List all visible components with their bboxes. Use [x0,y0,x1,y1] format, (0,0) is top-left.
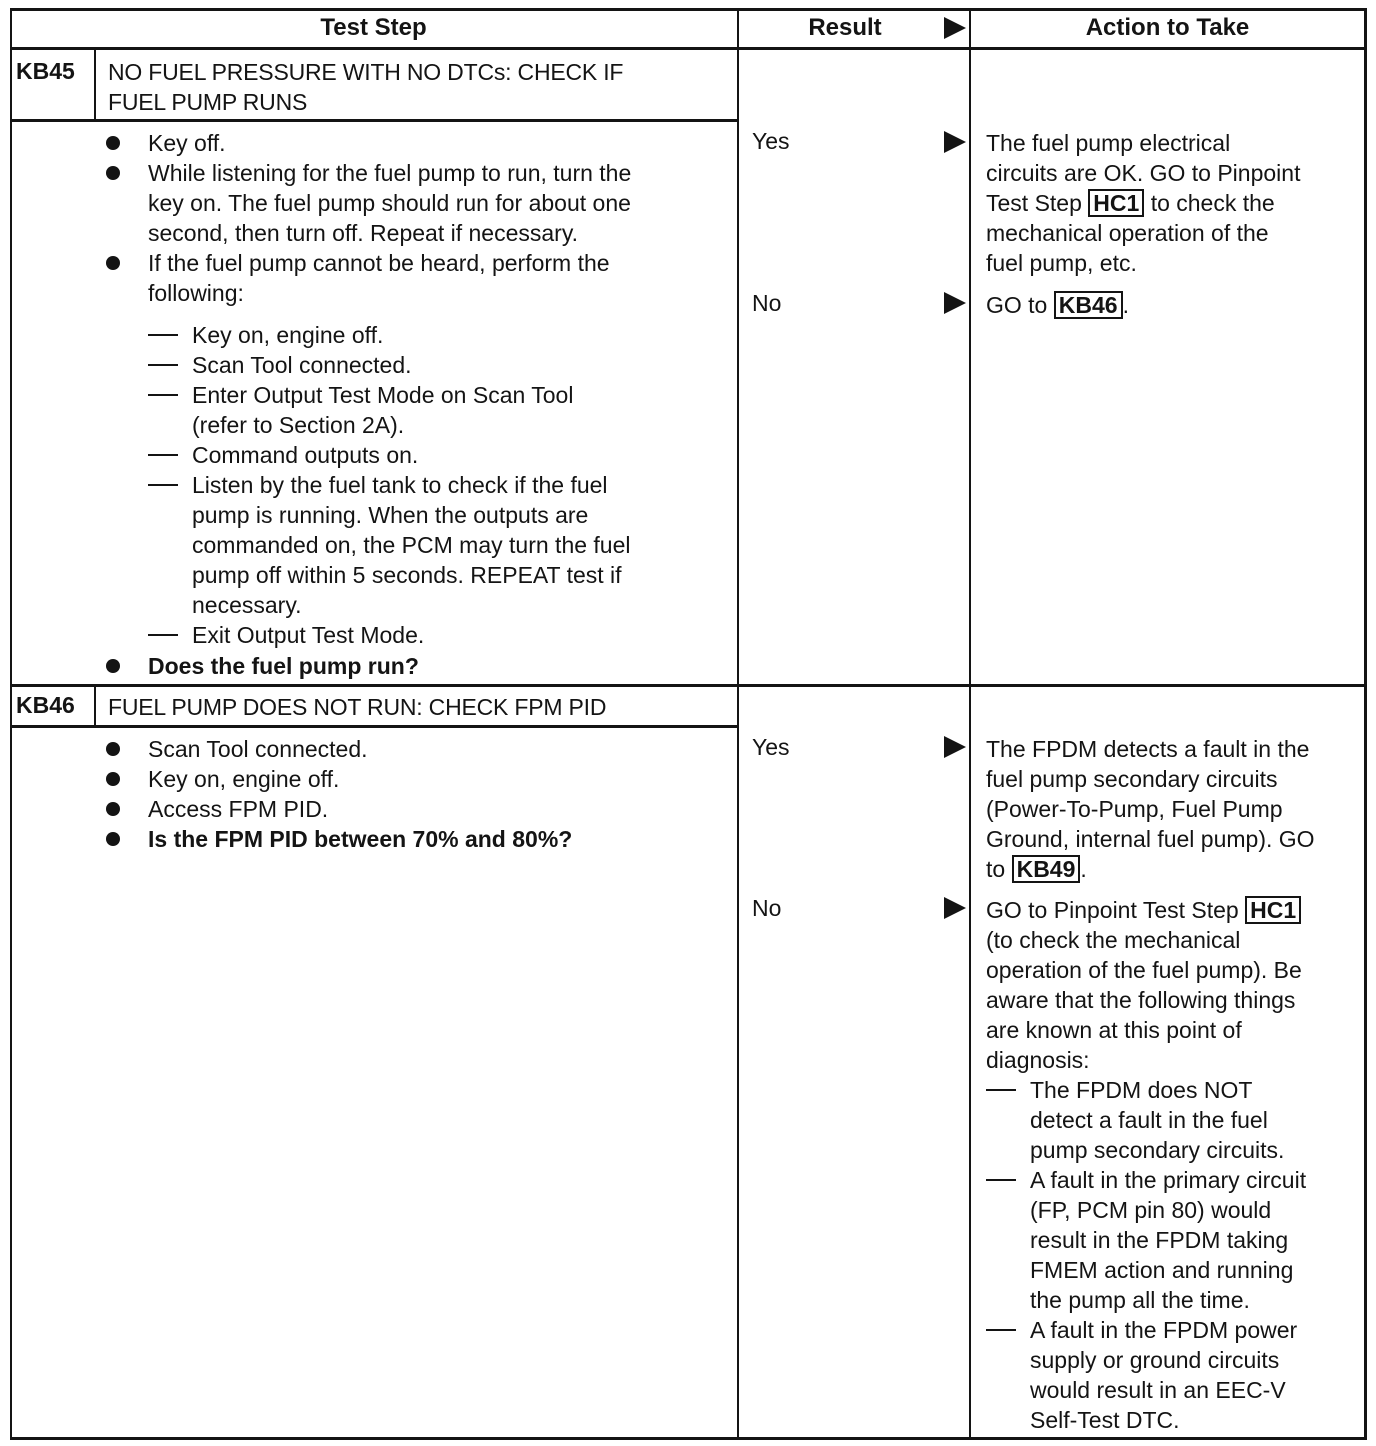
dash-icon [986,1329,1016,1331]
kb45-result-no: No [752,290,782,316]
bullet-icon [106,256,120,270]
dash-icon [986,1179,1016,1181]
action-line: would result in an EEC-V [1030,1377,1286,1403]
kb46-result-no: No [752,895,782,921]
bullet-icon [106,802,120,816]
action-text: to check the [1150,190,1275,216]
kb45-no-action [986,290,1366,320]
action-line: fuel pump, etc. [986,250,1137,276]
kb46-yes-action [986,734,1366,884]
dash-icon [148,634,178,636]
action-line: are known at this point of [986,1017,1242,1043]
kb45-title-line1: NO FUEL PRESSURE WITH NO DTCs: CHECK IF [108,59,624,85]
kb46-result-yes: Yes [752,734,790,760]
action-line: circuits are OK. GO to Pinpoint [986,160,1301,186]
table-bottom-border [10,1437,1366,1440]
action-line: A fault in the primary circuit [1030,1167,1307,1193]
kb45-bullet-text: While listening for the fuel pump to run, turn the [148,160,632,186]
dash-icon [148,454,178,456]
kb46-no-action [986,895,1366,1435]
action-line [986,895,1366,925]
col-divider-result [737,8,739,1440]
table-top-border [10,8,1366,11]
table-left-border [10,8,12,1440]
dash-icon [148,484,178,486]
action-line: mechanical operation of the [986,220,1269,246]
kb46-no-dash-item [986,1075,1366,1165]
ref-hc1-link[interactable]: HC1 [1245,896,1301,924]
kb46-bullet-text: Key on, engine off. [148,766,340,792]
header-bottom-border [10,47,1366,50]
kb45-dash-text: Scan Tool connected. [192,352,412,378]
kb45-dash-text: Key on, engine off. [192,322,384,348]
kb46-title: FUEL PUMP DOES NOT RUN: CHECK FPM PID [108,694,607,720]
kb46-bullet-list [106,734,726,854]
header-test-step: Test Step [320,14,427,41]
action-line: diagnosis: [986,1047,1090,1073]
kb45-bullet-item [106,248,726,308]
kb45-bullet-text: second, then turn off. Repeat if necessary. [148,220,579,246]
bullet-icon [106,659,120,673]
action-text: Test Step [986,190,1082,216]
action-line: fuel pump secondary circuits [986,766,1278,792]
kb46-bullet-text: Access FPM PID. [148,796,329,822]
kb46-bullet-text: Scan Tool connected. [148,736,368,762]
kb45-bullet-item [106,128,726,158]
action-line: (FP, PCM pin 80) would [1030,1197,1272,1223]
kb46-bullet-item [106,794,726,824]
kb46-title-bottom [10,725,737,728]
header-action: Action to Take [1085,14,1250,41]
kb46-question-item [106,824,726,854]
action-text: GO to [986,292,1048,318]
bullet-icon [106,772,120,786]
header-result: Result [808,14,882,41]
kb45-question-text: Does the fuel pump run? [148,653,419,679]
ref-kb49-link[interactable]: KB49 [1012,855,1081,883]
kb45-dash-text: pump off within 5 seconds. REPEAT test if [192,562,622,588]
action-line: pump secondary circuits. [1030,1137,1285,1163]
bullet-icon [106,166,120,180]
kb45-dash-text: Listen by the fuel tank to check if the fuel [192,472,608,498]
action-line: supply or ground circuits [1030,1347,1280,1373]
dash-icon [148,334,178,336]
kb46-row-top [10,684,1366,687]
bullet-icon [106,136,120,150]
bullet-icon [106,742,120,756]
action-line: aware that the following things [986,987,1296,1013]
arrow-right-icon [944,131,966,153]
kb45-dash-text: commanded on, the PCM may turn the fuel [192,532,631,558]
kb45-bullet-text: following: [148,280,244,306]
kb45-result-yes: Yes [752,128,790,154]
kb45-bullet-item [106,158,726,248]
action-line: operation of the fuel pump). Be [986,957,1302,983]
kb45-bullet-list [106,128,726,308]
action-line: result in the FPDM taking [1030,1227,1289,1253]
kb46-step-id: KB46 [16,692,75,718]
kb45-dash-text: necessary. [192,592,302,618]
action-line: Self-Test DTC. [1030,1407,1180,1433]
kb45-title-line2: FUEL PUMP RUNS [108,89,308,115]
kb45-question-item [106,651,726,681]
kb45-title-bottom [10,119,737,122]
arrow-right-icon [944,897,966,919]
header-arrow-icon [944,17,966,39]
kb45-bullet-text: key on. The fuel pump should run for about one [148,190,631,216]
kb45-dash-item [148,380,728,440]
kb45-step-id: KB45 [16,58,75,84]
action-line [986,854,1366,884]
action-line: (to check the mechanical [986,927,1241,953]
action-text: . [1080,856,1087,882]
action-text: . [1122,292,1129,318]
kb45-dash-text: pump is running. When the outputs are [192,502,589,528]
ref-kb46-link[interactable]: KB46 [1054,291,1123,319]
action-line: the pump all the time. [1030,1287,1250,1313]
action-line: Ground, internal fuel pump). GO [986,826,1315,852]
kb45-dash-item [148,470,728,620]
col-divider-action [969,8,971,1440]
kb45-title [108,57,623,117]
kb45-id-divider [94,47,96,120]
kb46-bullet-item [106,764,726,794]
action-line: The FPDM does NOT [1030,1077,1253,1103]
kb45-dash-item [148,320,728,350]
kb45-dash-text: Enter Output Test Mode on Scan Tool [192,382,574,408]
kb45-dash-list [148,320,728,650]
dash-icon [986,1089,1016,1091]
kb46-question-text: Is the FPM PID between 70% and 80%? [148,826,573,852]
kb45-dash-text: Exit Output Test Mode. [192,622,425,648]
arrow-right-icon [944,736,966,758]
action-line: FMEM action and running [1030,1257,1294,1283]
action-text: GO to Pinpoint Test Step [986,897,1239,923]
action-line: A fault in the FPDM power [1030,1317,1298,1343]
action-line: The FPDM detects a fault in the [986,736,1310,762]
arrow-right-icon [944,292,966,314]
kb46-id-divider [94,684,96,726]
kb46-bullet-item [106,734,726,764]
dash-icon [148,364,178,366]
kb45-dash-item [148,440,728,470]
kb45-yes-action [986,128,1366,278]
kb45-bullet-text: If the fuel pump cannot be heard, perform the [148,250,610,276]
action-line: The fuel pump electrical [986,130,1231,156]
action-line [986,188,1366,218]
action-line: detect a fault in the fuel [1030,1107,1268,1133]
kb46-no-dash-item [986,1165,1366,1315]
action-line: (Power-To-Pump, Fuel Pump [986,796,1283,822]
kb45-dash-text: Command outputs on. [192,442,419,468]
kb45-bullet-text: Key off. [148,130,226,156]
kb45-dash-item [148,620,728,650]
dash-icon [148,394,178,396]
action-text: to [986,856,1006,882]
kb45-dash-text: (refer to Section 2A). [192,412,405,438]
kb45-question [106,651,726,681]
kb45-dash-item [148,350,728,380]
ref-hc1-link[interactable]: HC1 [1088,189,1144,217]
bullet-icon [106,832,120,846]
kb46-no-dash-item [986,1315,1366,1435]
